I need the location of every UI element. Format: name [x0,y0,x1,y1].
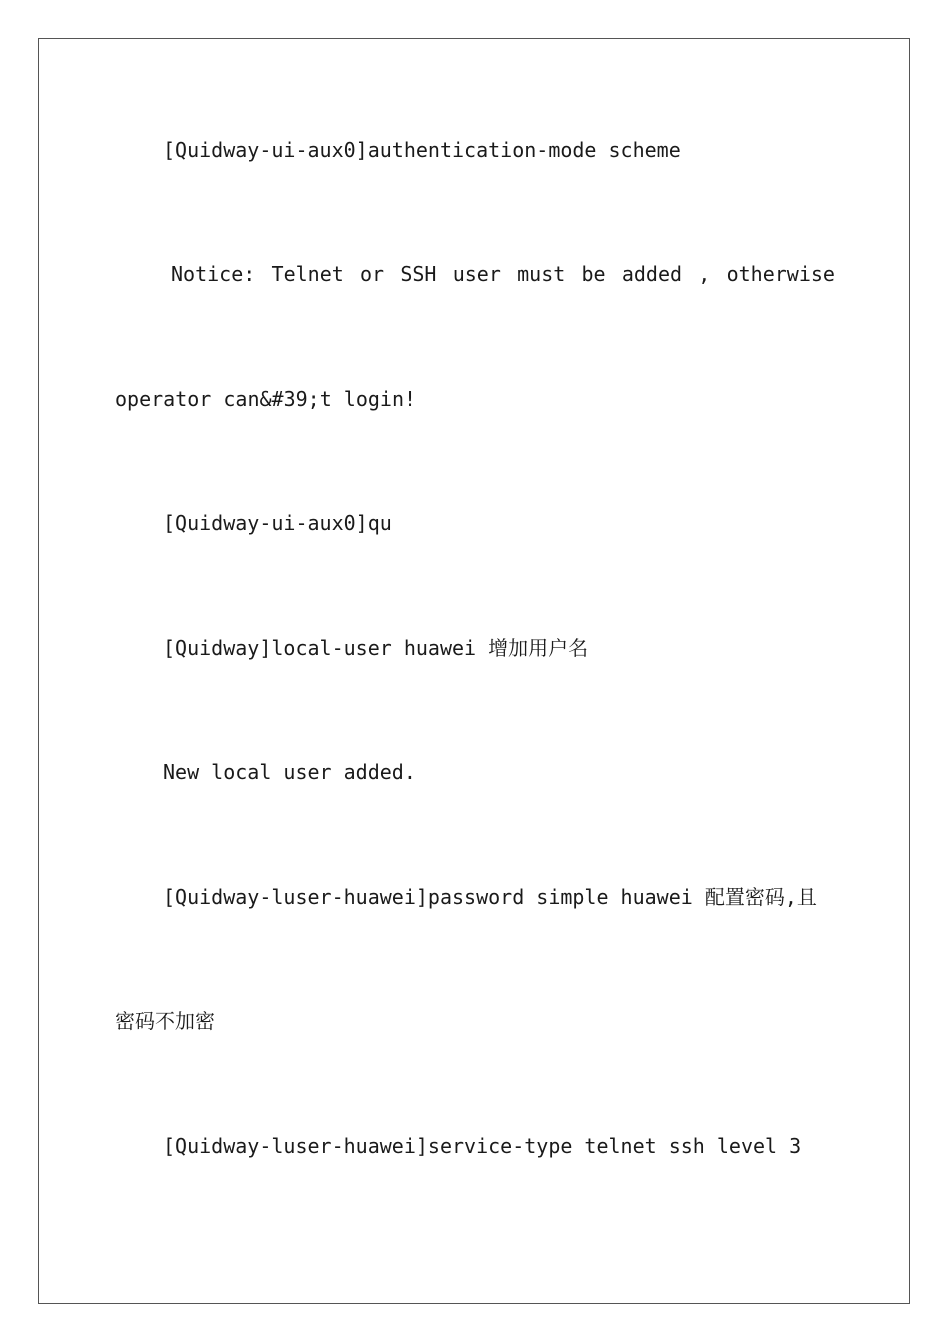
notice-word: otherwise [726,262,835,286]
text-line-authentication-mode: [Quidway-ui-aux0]authentication-mode scheme [163,138,681,162]
text-line-local-user: [Quidway]local-user huawei 增加用户名 [163,636,589,660]
notice-word: , [698,262,711,286]
text-line-password-note: 密码不加密 [115,1009,215,1033]
text-line-service-type: [Quidway-luser-huawei]service-type telnet ssh level 3 [163,1134,802,1158]
notice-word: or [360,262,385,286]
notice-word: user [452,262,501,286]
page-frame [38,38,910,1304]
notice-word: Notice: [171,262,256,286]
text-line-notice [171,262,835,286]
text-line-password: [Quidway-luser-huawei]password simple huawei 配置密码,且 [163,885,817,909]
notice-word: added [621,262,683,286]
notice-word: must [517,262,566,286]
text-line-user-added: New local user added. [163,760,416,784]
text-line-operator-login: operator can&#39;t login! [115,387,417,411]
notice-word: SSH [400,262,437,286]
text-line-quit: [Quidway-ui-aux0]qu [163,511,392,535]
notice-word: be [581,262,606,286]
notice-word: Telnet [271,262,344,286]
